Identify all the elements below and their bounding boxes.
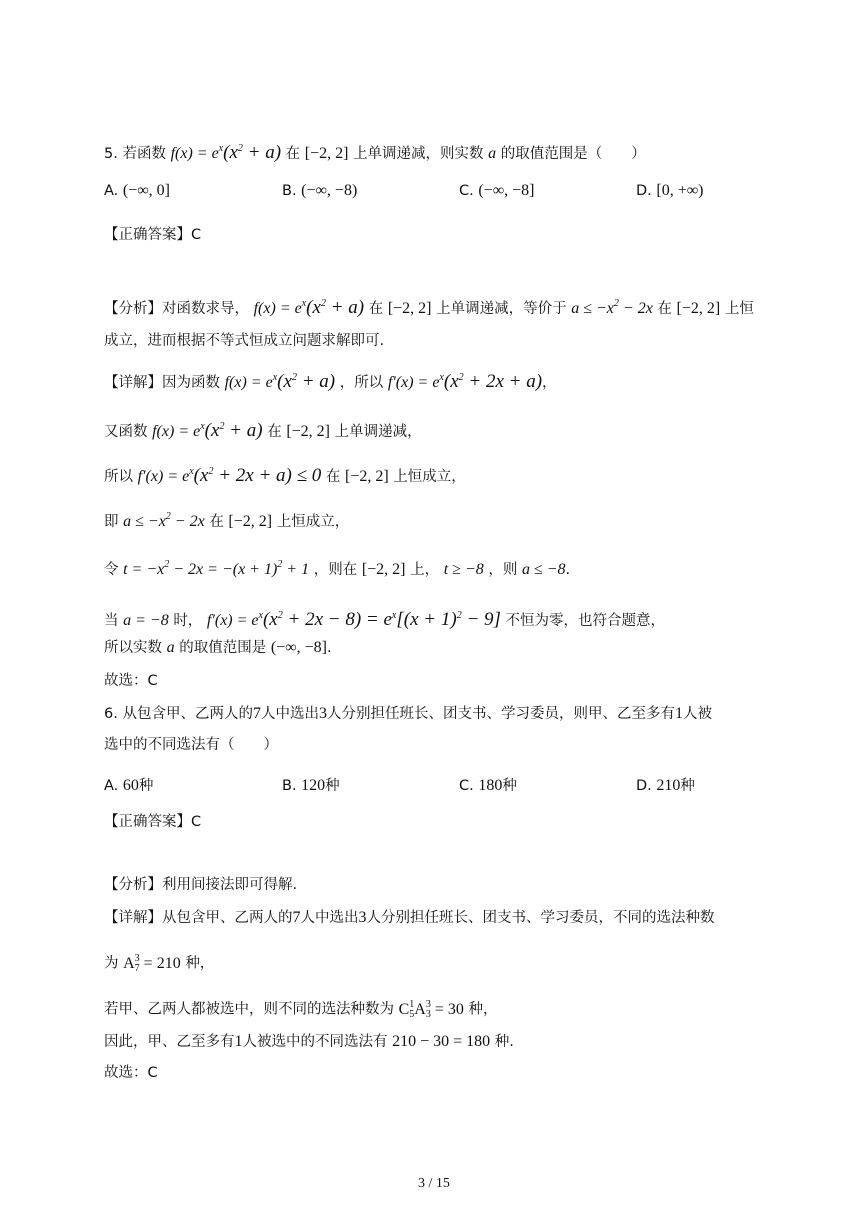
q6-detail-2: 为 A 3 7 = 210 种， — [104, 953, 215, 974]
q6-detail-4: 因此，甲、乙至多有1人被选中的不同选法有 210 − 30 = 180 种. — [104, 1033, 514, 1050]
q6-choose: 故选：C — [104, 1065, 158, 1081]
q5-analysis: 【分析】对函数求导， $f(x) = e^x(x^2 + a)$ 在 [−2, 2] 上单调递减，等价于 $a \le -x^2 - 2x$ 在 [−2, 2] 上恒 — [104, 297, 754, 318]
q5-option-d: D. [0, +∞) — [636, 182, 704, 199]
q5-option-a: A. (−∞, 0] — [104, 182, 170, 199]
q5-analysis-cont: 成立，进而根据不等式恒成立问题求解即可. — [104, 333, 385, 349]
q5-stem: 5. 若函数 $f(x) = e^x(x^2 + a)$ 在 [−2, 2] 上单调递减，则实数 a 的取值范围是（ ） — [104, 142, 646, 163]
q6-option-a: A. 60种 — [104, 777, 154, 794]
q5-option-b: B. (−∞, −8) — [282, 182, 358, 199]
q5-option-c: C. (−∞, −8] — [459, 182, 535, 199]
q5-detail-7: 所以实数 a 的取值范围是 (−∞, −8]. — [104, 639, 332, 656]
q6-option-d: D. 210种 — [636, 777, 695, 794]
q6-answer: 【正确答案】C — [104, 814, 202, 830]
page-number: 3 / 15 — [418, 1176, 450, 1191]
q6-stem-cont: 选中的不同选法有（ ） — [104, 737, 278, 753]
q5-detail-6: 当 a = −8 时， $f'(x) = e^x(x^2 + 2x - 8) = e^x[(x + 1)^2 - 9]$ 不恒为零，也符合题意， — [104, 609, 666, 630]
q5-detail-4: 即 $a \le -x^2 - 2x$ 在 [−2, 2] 上恒成立， — [104, 511, 350, 530]
q5-detail-1: 【详解】因为函数 $f(x) = e^x(x^2 + a)$ ，所以 $f'(x) = e^x(x^2 + 2x + a)$， — [104, 371, 557, 392]
q6-option-c: C. 180种 — [459, 777, 517, 794]
q5-answer: 【正确答案】C — [104, 227, 202, 243]
q5-choose: 故选：C — [104, 673, 158, 689]
q6-detail-1: 【详解】从包含甲、乙两人的7人中选出3人分别担任班长、团支书、学习委员，不同的选法种数 — [104, 909, 715, 926]
q6-option-b: B. 120种 — [282, 777, 340, 794]
q6-analysis: 【分析】利用间接法即可得解. — [104, 877, 298, 893]
q5-detail-2: 又函数 $f(x) = e^x(x^2 + a)$ 在 [−2, 2] 上单调递减， — [104, 420, 422, 441]
q6-stem: 6. 从包含甲、乙两人的7人中选出3人分别担任班长、团支书、学习委员，则甲、乙至多有1人被 — [104, 705, 712, 722]
q5-detail-5: 令 $t = -x^2 - 2x = -(x + 1)^2 + 1$ ，则在 [−2, 2] 上， t ≥ −8 ，则 a ≤ −8. — [104, 559, 571, 578]
q6-detail-3: 若甲、乙两人都被选中，则不同的选法种数为 C 1 5 A 3 3 = 30 种， — [104, 999, 498, 1020]
q5-function: $f(x) = e^x(x^2 + a)$ — [170, 142, 282, 163]
q5-detail-3: 所以 $f'(x) = e^x(x^2 + 2x + a) \le 0$ 在 [−2, 2] 上恒成立， — [104, 465, 466, 486]
